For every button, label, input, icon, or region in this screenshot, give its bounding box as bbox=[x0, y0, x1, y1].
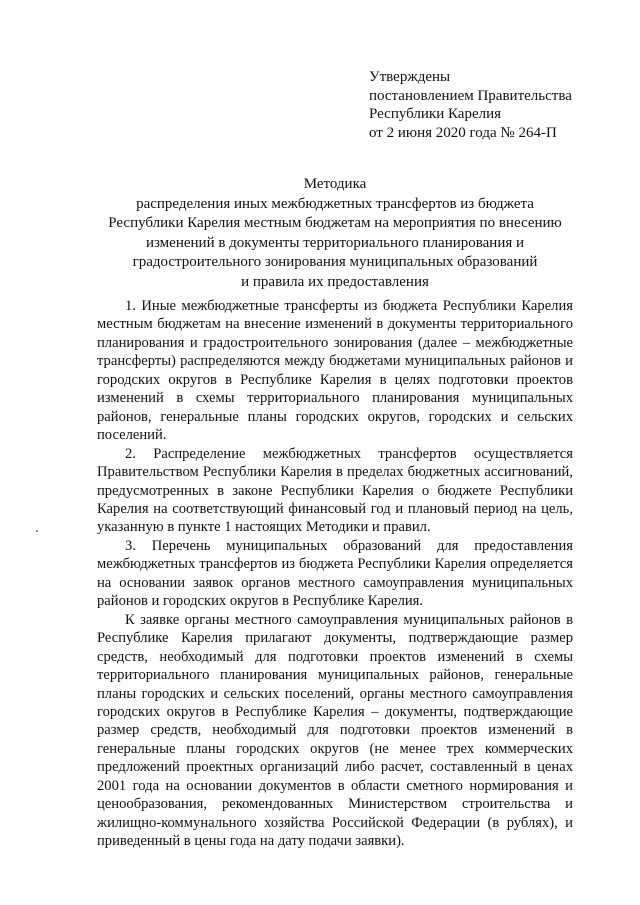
paragraph-1: 1. Иные межбюджетные трансферты из бюджета Республики Карелия местным бюджетам на внесение изменений в документы территориального планирования и градостроительного зонирования (далее – межбюджетные трансферты) распределяются между бюджетами муниципальных районов и городских округов в Республике Карелия в целях подготовки проектов изменений в схемы территориального планирования муниципальных районов, генеральные планы городских округов, городских и сельских поселений. bbox=[97, 298, 573, 444]
document-title bbox=[90, 175, 580, 292]
title-line: градостроительного зонирования муниципальных образований bbox=[132, 254, 538, 270]
title-line: Методика bbox=[303, 176, 367, 192]
document-body bbox=[97, 297, 573, 851]
paragraph-2: 2. Распределение межбюджетных трансфертов осуществляется Правительством Республики Карелия в пределах бюджетных ассигнований, предусмотренных в законе Республики Карелия о бюджете Республики Карелия на соответствующий финансовый год и плановый период на цель, указанную в пункте 1 настоящих Методики и правил. bbox=[97, 445, 573, 536]
approval-stamp bbox=[369, 68, 619, 142]
approval-line: постановлением Правительства bbox=[369, 87, 572, 104]
approval-line: Республики Карелия bbox=[369, 106, 502, 122]
paragraph-3: 3. Перечень муниципальных образований для предоставления межбюджетных трансфертов из бюджета Республики Карелия определяется на основании заявок органов местного самоуправления муниципальных районов и городских округов в Республике Карелия. bbox=[97, 537, 573, 610]
title-line: распределения иных межбюджетных трансфертов из бюджета bbox=[136, 195, 534, 212]
title-line: Республики Карелия местным бюджетам на мероприятия по внесению bbox=[108, 215, 562, 231]
title-line: и правила их предоставления bbox=[241, 273, 429, 290]
paragraph-4: К заявке органы местного самоуправления муниципальных районов в Республике Карелия прилагают документы, подтверждающие размер средств, необходимый для подготовки проектов изменений в схемы территориального планирования муниципальных районов, генеральные планы городских и сельских поселений, органы местного самоуправления городских округов в Республике Карелия – документы, подтверждающие размер средств, необходимый для подготовки проектов изменений в генеральные планы городских округов (не менее трех коммерческих предложений проектных организаций либо расчет, составленный в ценах 2001 года на основании документов в области сметного нормирования и ценообразования, рекомендованных Министерством строительства и жилищно-коммунального хозяйства Российской Федерации (в рублях), и приведенный в цены года на дату подачи заявки). bbox=[97, 611, 573, 850]
title-line: изменений в документы территориального планирования и bbox=[145, 234, 525, 251]
approval-line: Утверждены bbox=[369, 69, 451, 85]
approval-line: от 2 июня 2020 года № 264-П bbox=[369, 124, 557, 141]
scan-speck bbox=[36, 530, 38, 532]
